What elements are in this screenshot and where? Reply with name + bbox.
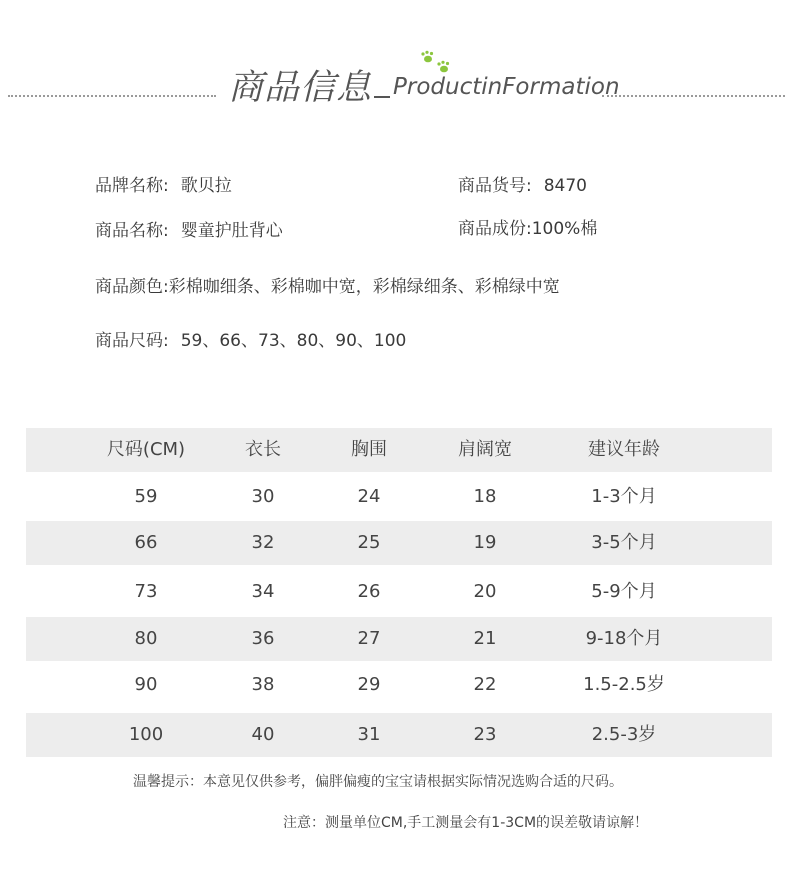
cell-age: 5-9个月 [591,581,657,602]
page-subtitle: ProductinFormation [393,74,620,100]
item-number-label: 商品货号: [458,176,532,196]
header-length: 衣长 [245,439,281,460]
cell-chest: 27 [357,628,381,649]
cell-shoulder: 20 [473,581,497,602]
cell-size: 100 [128,724,164,745]
cell-chest: 31 [357,724,381,745]
cell-shoulder: 19 [473,532,497,553]
cell-size: 90 [134,674,158,695]
table-row [26,521,772,565]
material-value: 100%棉 [531,219,598,239]
product-name-value: 婴童护肚背心 [180,221,283,241]
measurement-note: 注意：测量单位CM,手工测量会有1-3CM的误差敬请谅解！ [283,815,649,831]
header-dotted-line-right [602,95,785,97]
size-label: 商品尺码: [95,331,169,351]
material-label: 商品成份: [458,219,532,239]
color-value: 彩棉咖细条、彩棉咖中宽，彩棉绿细条、彩棉绿中宽 [168,277,560,297]
page-title: 商品信息 [228,68,373,108]
sizing-tip: 温馨提示：本意见仅供参考，偏胖偏瘦的宝宝请根据实际情况选购合适的尺码。 [133,774,623,790]
cell-size: 80 [134,628,158,649]
size-info [95,326,406,351]
table-row [26,663,772,707]
header-shoulder: 肩阔宽 [458,439,512,460]
color-info [95,272,560,297]
cell-size: 59 [134,486,158,507]
item-number-value: 8470 [543,176,587,196]
size-value: 59、66、73、80、90、100 [180,331,407,351]
table-row [26,475,772,519]
product-name-info [95,216,283,241]
cell-shoulder: 21 [473,628,497,649]
header-age: 建议年龄 [588,439,660,460]
brand-label: 品牌名称: [95,176,169,196]
material-info [458,214,597,239]
cell-age: 1-3个月 [591,486,657,507]
brand-info [95,171,232,196]
cell-length: 32 [251,532,275,553]
cell-shoulder: 22 [473,674,497,695]
cell-chest: 29 [357,674,381,695]
size-table [26,428,772,757]
cell-length: 30 [251,486,275,507]
cell-shoulder: 18 [473,486,497,507]
cell-chest: 25 [357,532,381,553]
title-underscore [374,96,390,98]
cell-length: 38 [251,674,275,695]
cell-age: 1.5-2.5岁 [583,674,665,695]
cell-length: 36 [251,628,275,649]
table-row [26,570,772,614]
table-row [26,713,772,757]
cell-length: 34 [251,581,275,602]
paw-print-icon [418,50,454,76]
cell-size: 73 [134,581,158,602]
cell-length: 40 [251,724,275,745]
cell-size: 66 [134,532,158,553]
header-chest: 胸围 [351,439,387,460]
cell-age: 9-18个月 [585,628,663,649]
cell-age: 2.5-3岁 [591,724,657,745]
cell-shoulder: 23 [473,724,497,745]
cell-age: 3-5个月 [591,532,657,553]
color-label: 商品颜色: [95,277,169,297]
cell-chest: 24 [357,486,381,507]
cell-chest: 26 [357,581,381,602]
header-dotted-line-left [8,95,216,97]
table-row [26,617,772,661]
brand-value: 歌贝拉 [180,176,232,196]
item-number-info [458,171,587,196]
table-header-row [26,428,772,472]
product-name-label: 商品名称: [95,221,169,241]
header-size: 尺码(CM) [106,439,186,460]
